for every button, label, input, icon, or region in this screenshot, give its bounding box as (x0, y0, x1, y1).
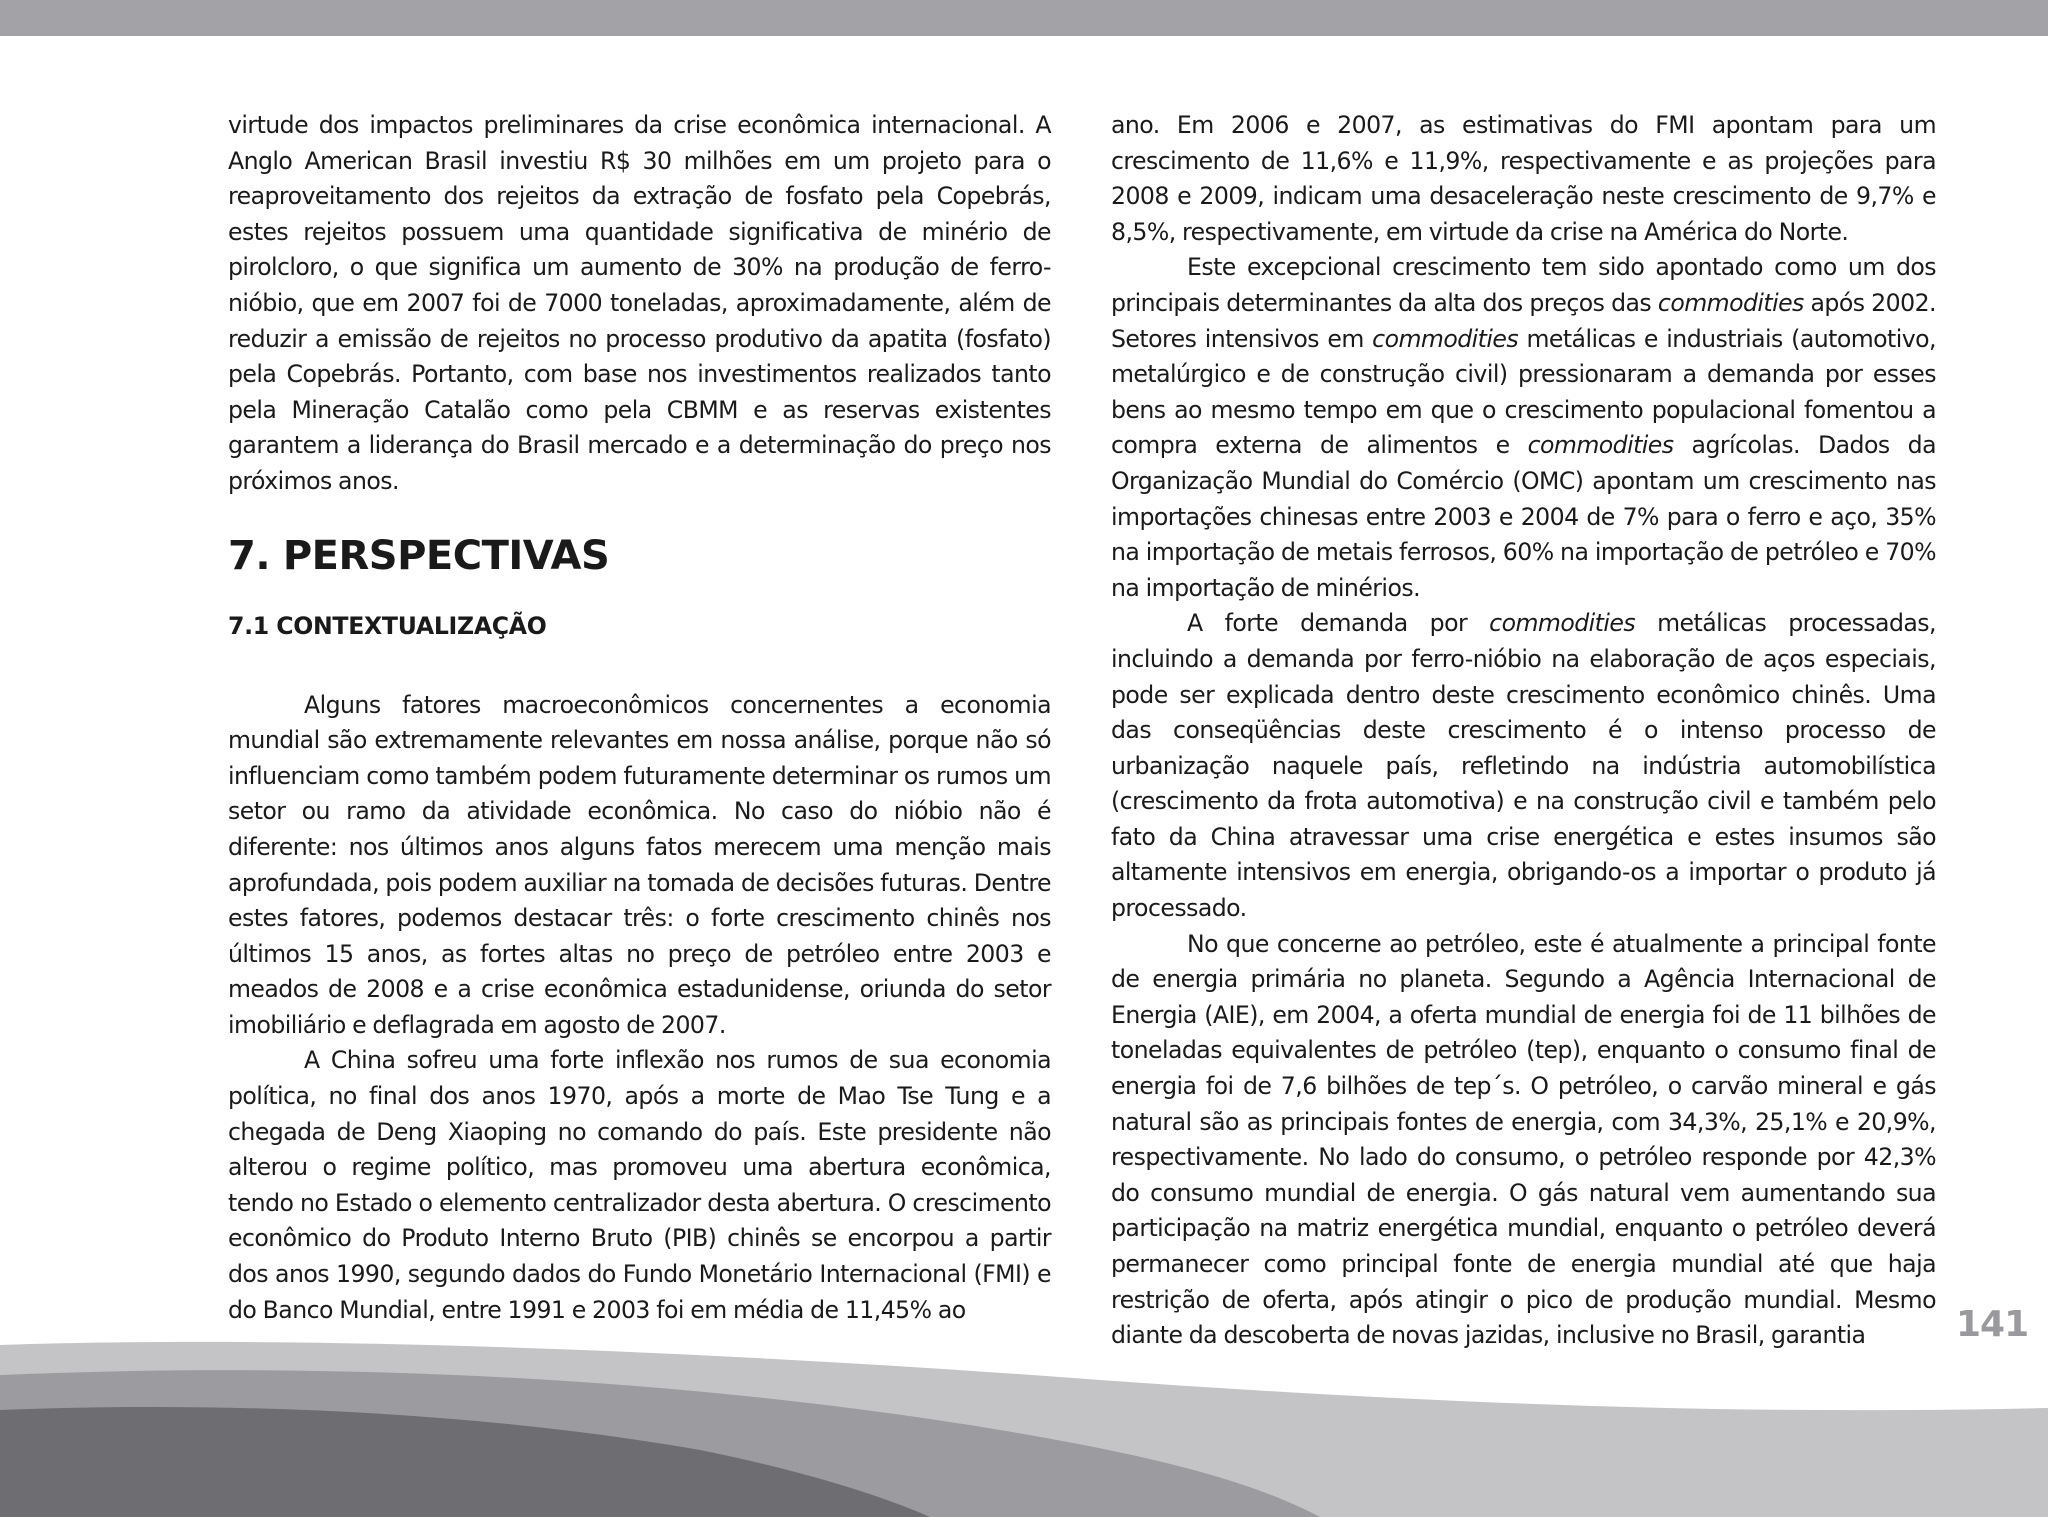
italic-term: commodities (1489, 609, 1636, 638)
paragraph-imf-estimates: ano. Em 2006 e 2007, as estimativas do FMI apontam para um crescimento de 11,6% e 11,9%, respectivamente e as projeções para 2008 e 2009, indicam uma desaceleração neste crescimento de 9,7% e 8,5%, respectivamente, em virtude da crise na América do Norte. (1111, 111, 1936, 246)
italic-term: commodities (1372, 324, 1519, 353)
text-run: Este excepcional crescimento tem sido apontado como um dos principais determinantes da alta dos preços das (1111, 253, 1936, 317)
paragraph-macroeconomic-factors: Alguns fatores macroeconômicos concernentes a economia mundial são extremamente relevantes em nossa análise, porque não só influenciam como também podem futuramente determinar os rumos um setor ou ramo da atividade econômica. No caso do nióbio não é diferente: nos últimos anos alguns fatos merecem uma menção mais aprofundada, pois podem auxiliar na tomada de decisões futuras. Dentre estes fatores, podemos destacar três: o forte crescimento chinês nos últimos 15 anos, as fortes altas no preço de petróleo entre 2003 e meados de 2008 e a crise econômica estadunidense, oriunda do setor imobiliário e deflagrada em agosto de 2007. (228, 690, 1051, 1039)
italic-term: commodities (1527, 431, 1674, 460)
section-heading: 7. PERSPECTIVAS (228, 532, 610, 579)
page-number: 141 (1956, 1304, 2029, 1345)
text-run: metálicas e industriais (automotivo, metalúrgico e de construção civil) pressionaram a demanda por esses bens ao mesmo tempo em que o crescimento populacional fomentou a compra externa de alimentos e (1111, 324, 1936, 460)
paragraph-petroleum-energy: No que concerne ao petróleo, este é atualmente a principal fonte de energia primária no planeta. Segundo a Agência Internacional de Energia (AIE), em 2004, a oferta mundial de energia foi de 11 bilhões de toneladas equivalentes de petróleo (tep), enquanto o consumo final de energia foi de 7,6 bilhões de tep´s. O petróleo, o carvão mineral e gás natural são as principais fontes de energia, com 34,3%, 25,1% e 20,9%, respectivamente. No lado do consumo, o petróleo responde por 42,3% do consumo mundial de energia. O gás natural vem aumentando sua participação na matriz energética mundial, enquanto o petróleo deverá permanecer como principal fonte de energia mundial até que haja restrição de oferta, após atingir o pico de produção mundial. Mesmo diante da descoberta de novas jazidas, inclusive no Brasil, garantia (1111, 929, 1936, 1350)
text-run: após 2002. Setores intensivos em (1111, 288, 1936, 353)
left-text-column (228, 108, 1051, 1328)
italic-term: commodities (1657, 288, 1804, 317)
right-text-column (1111, 108, 1936, 1354)
text-run: metálicas processadas, incluindo a demanda por ferro-nióbio na elaboração de aços especiais, pode ser explicada dentro deste crescimento econômico chinês. Uma das conseqüências deste crescimento é o intenso processo de urbanização naquele país, refletindo na indústria automobilística (crescimento da frota automotiva) e na construção civil e também pelo fato da China atravessar uma crise energética e estes insumos são altamente intensivos em energia, obrigando-os a importar o produto já processado. (1111, 609, 1936, 923)
paragraph-china-economy: A China sofreu uma forte inflexão nos rumos de sua economia política, no final dos anos 1970, após a morte de Mao Tse Tung e a chegada de Deng Xiaoping no comando do país. Este presidente não alterou o regime político, mas promoveu uma abertura econômica, tendo no Estado o elemento centralizador desta abertura. O crescimento econômico do Produto Interno Bruto (PIB) chinês se encorpou a partir dos anos 1990, segundo dados do Fundo Monetário Internacional (FMI) e do Banco Mundial, entre 1991 e 2003 foi em média de 11,45% ao (228, 1046, 1051, 1324)
top-decorative-band (0, 0, 2048, 36)
footer-wave-decoration (0, 1320, 2048, 1517)
text-run: A forte demanda por (1187, 609, 1490, 638)
paragraph-metal-demand (1111, 606, 1936, 926)
paragraph-niobium-investments: virtude dos impactos preliminares da crise econômica internacional. A Anglo American Brasil investiu R$ 30 milhões em um projeto para o reaproveitamento dos rejeitos da extração de fosfato pela Copebrás, estes rejeitos possuem uma quantidade significativa de minério de pirolcloro, o que significa um aumento de 30% na produção de ferro-nióbio, que em 2007 foi de 7000 toneladas, aproximadamente, além de reduzir a emissão de rejeitos no processo produtivo da apatita (fosfato) pela Copebrás. Portanto, com base nos investimentos realizados tanto pela Mineração Catalão como pela CBMM e as reservas existentes garantem a liderança do Brasil mercado e a determinação do preço nos próximos anos. (228, 111, 1051, 495)
text-run: agrícolas. Dados da Organização Mundial do Comércio (OMC) apontam um crescimento nas importações chinesas entre 2003 e 2004 de 7% para o ferro e aço, 35% na importação de metais ferrosos, 60% na importação de petróleo e 70% na importação de minérios. (1111, 431, 1936, 602)
paragraph-commodities-prices (1111, 250, 1936, 606)
sub-heading: 7.1 CONTEXTUALIZAÇÃO (228, 611, 547, 640)
